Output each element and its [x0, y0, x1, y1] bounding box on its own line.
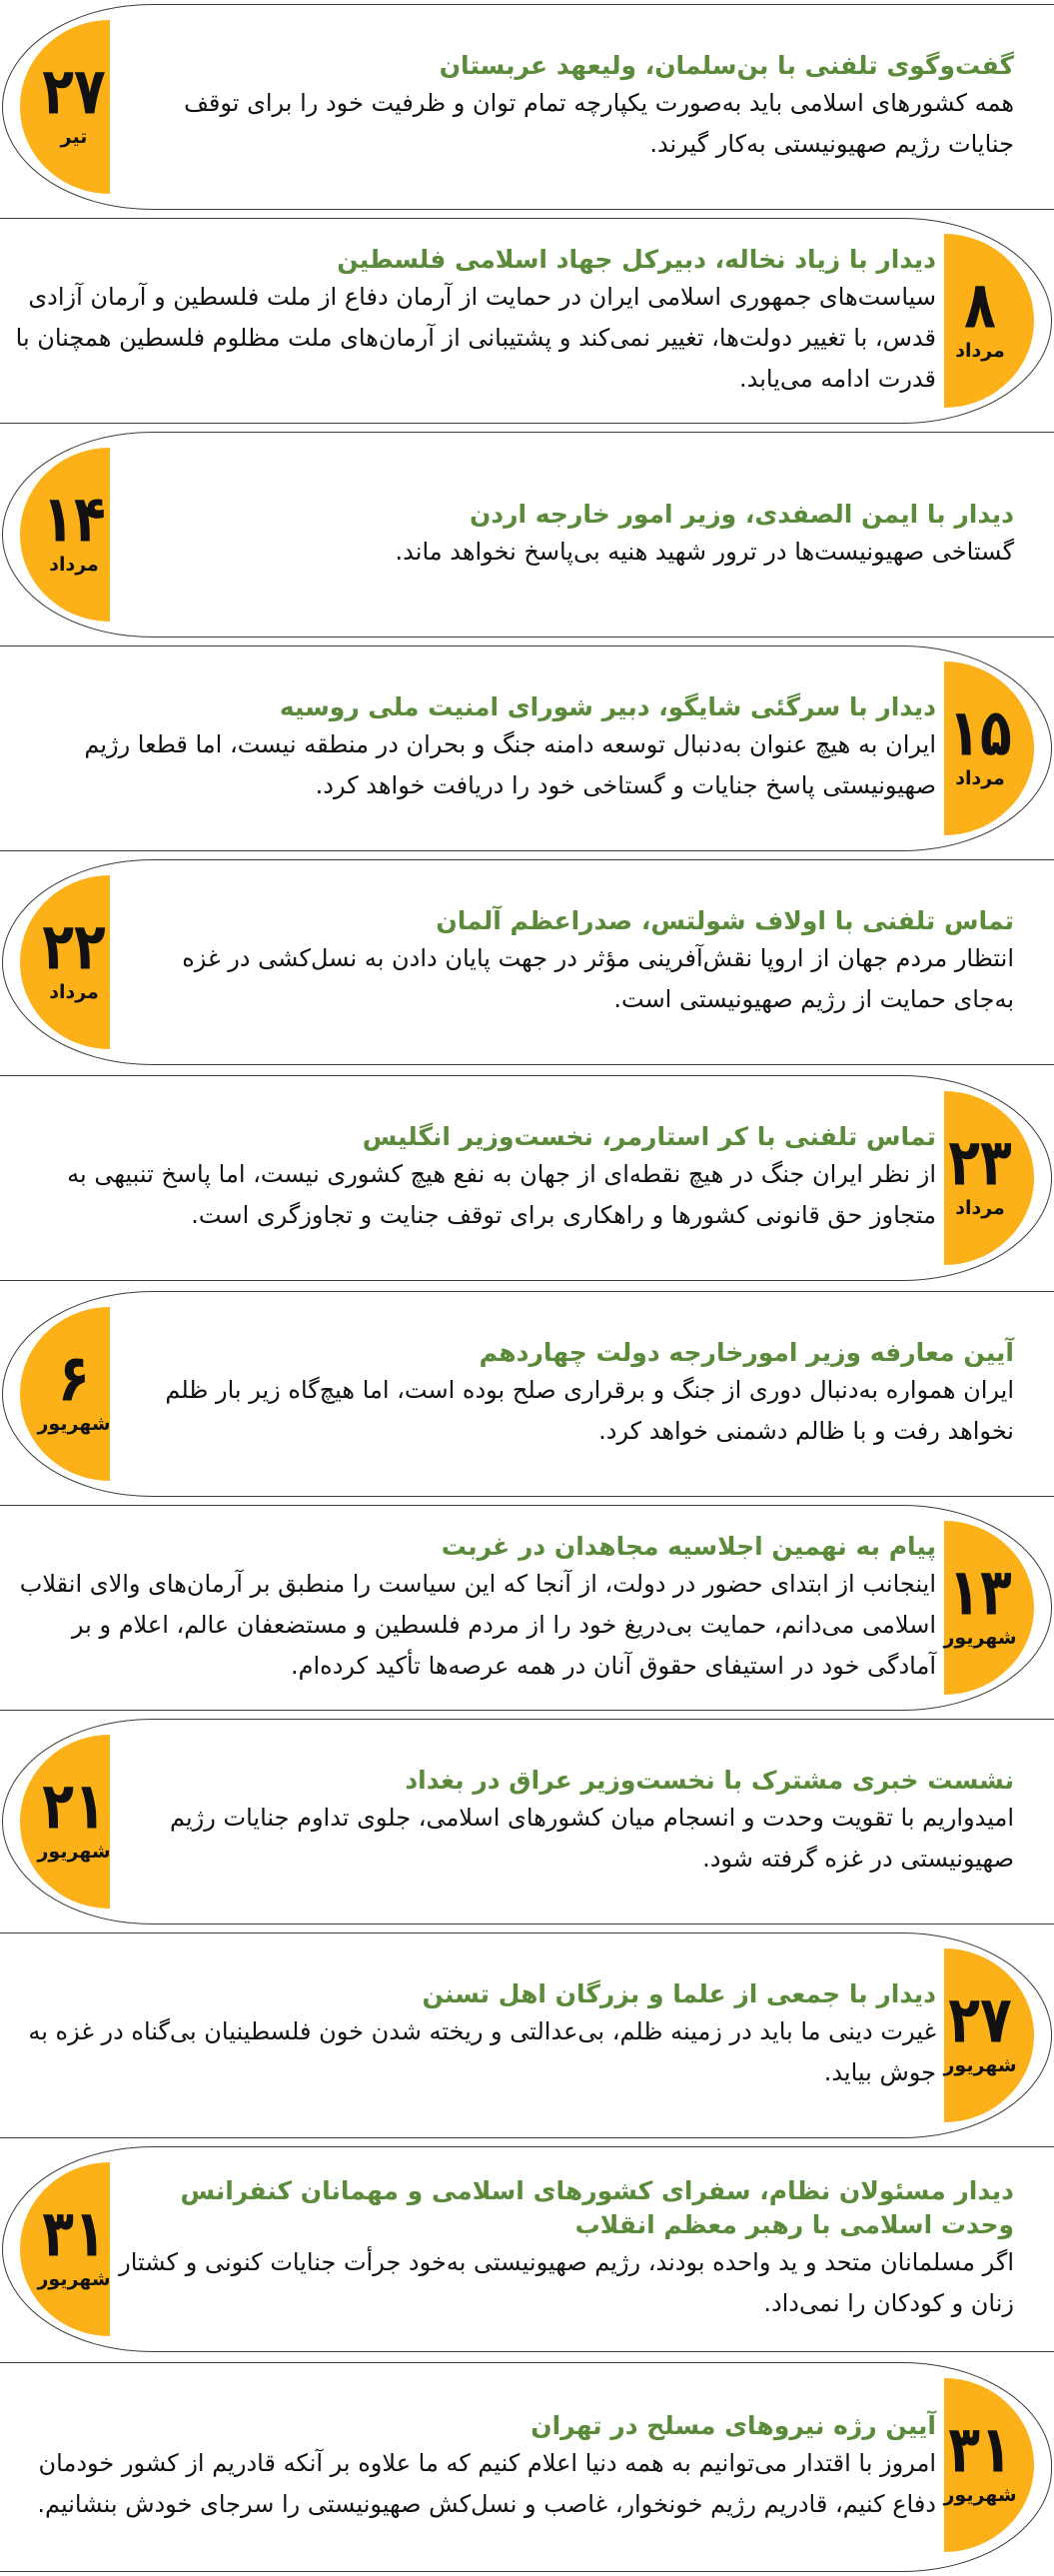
- timeline-item: [0, 1929, 1054, 2142]
- badge-month: شهریور: [943, 2054, 1017, 2076]
- item-quote: اگر مسلمانان متحد و ید واحده بودند، رژیم صهیونیستی به‌خود جرأت جنایات کنونی و کشتار زنان و کودکان را نمی‌داد.: [119, 2248, 1014, 2317]
- item-quote: اینجانب از ابتدای حضور در دولت، از آنجا که این سیاست را منطبق بر آرمان‌های والای انقلاب اسلامی می‌دانم، حمایت بی‌دریغ خود را از مردم فلسطین و مستضعفان عالم، اعلام و بر آمادگی خود در استیفای حقوق آنان در همه عرصه‌ها تأکید کرده‌ام.: [19, 1569, 936, 1680]
- item-title: آیین معارفه وزیر امورخارجه دولت چهاردهم: [479, 1338, 1014, 1367]
- item-quote: از نظر ایران جنگ در هیچ نقطه‌ای از جهان به نفع هیچ کشوری نیست، اما پاسخ تنبیهی به متجاوز حق قانونی کشورها و راهکاری برای توقف جنایت و تجاوزگری است.: [67, 1160, 936, 1229]
- item-title: دیدار با جمعی از علما و بزرگان اهل تسنن: [422, 1979, 936, 2008]
- badge-month: مرداد: [955, 340, 1005, 362]
- badge-month: تیر: [60, 126, 88, 148]
- item-title: نشست خبری مشترک با نخست‌وزیر عراق در بغداد: [405, 1766, 1014, 1795]
- badge-month: شهریور: [37, 1413, 111, 1435]
- badge-day: ۳۱: [948, 2412, 1012, 2488]
- item-title: تماس تلفنی با کر استارمر، نخست‌وزیر انگلیس: [362, 1122, 936, 1151]
- timeline-item: [0, 214, 1054, 428]
- badge-day: ۱۳: [948, 1555, 1012, 1631]
- badge-day: ۲۷: [42, 54, 106, 130]
- item-quote: ایران به هیچ عنوان به‌دنبال توسعه دامنه جنگ و بحران در منطقه نیست، اما قطعا رژیم صهیونیستی پاسخ جنایات و گستاخی خود را دریافت خواهد کرد.: [84, 730, 936, 799]
- badge-day: ۶: [58, 1341, 90, 1417]
- item-title: دیدار با سرگئی شایگو، دبیر شورای امنیت ملی روسیه: [279, 692, 936, 721]
- badge-month: مرداد: [955, 1197, 1005, 1219]
- item-title: دیدار با زیاد نخاله، دبیرکل جهاد اسلامی فلسطین: [337, 244, 936, 274]
- badge-day: ۳۱: [42, 2196, 106, 2272]
- badge-day: ۲۷: [948, 1982, 1012, 2058]
- timeline-item: [0, 1715, 1054, 1929]
- timeline-item: [0, 1287, 1054, 1501]
- badge-day: ۲۳: [948, 1125, 1012, 1201]
- badge-month: شهریور: [943, 2484, 1017, 2506]
- badge-month: مرداد: [955, 767, 1005, 789]
- badge-month: شهریور: [37, 2268, 111, 2290]
- badge-day: ۲۲: [42, 909, 106, 985]
- badge-day: ۱۴: [42, 482, 106, 558]
- item-title: گفت‌وگوی تلفنی با بن‌سلمان، ولیعهد عربستان: [439, 51, 1014, 80]
- badge-day: ۲۱: [42, 1769, 106, 1845]
- item-quote: ایران همواره به‌دنبال دوری از جنگ و برقراری صلح بوده است، اما هیچ‌گاه زیر بار ظلم نخواهد رفت و با ظالم دشمنی خواهد کرد.: [165, 1376, 1014, 1445]
- badge-day: ۸: [964, 268, 996, 344]
- timeline-item: [0, 1071, 1054, 1285]
- timeline-item: [0, 1501, 1054, 1715]
- timeline-item: [0, 428, 1054, 642]
- item-quote: امیدواریم با تقویت وحدت و انسجام میان کشورهای اسلامی، جلوی تداوم جنایات رژیم صهیونیستی در غزه گرفته شود.: [170, 1804, 1014, 1873]
- badge-month: شهریور: [37, 1841, 111, 1863]
- badge-month: مرداد: [49, 554, 99, 576]
- item-quote: غیرت دینی ما باید در زمینه ظلم، بی‌عدالتی و ریخته شدن خون فلسطینیان بی‌گناه در غزه به جوش بیاید.: [28, 2017, 936, 2086]
- item-quote: امروز با اقتدار می‌توانیم به همه دنیا اعلام کنیم که ما علاوه بر آنکه قادریم از کشور خودمان دفاع کنیم، قادریم رژیم خونخوار، غاصب و نسل‌کش صهیونیستی را سرجای خودش بنشانیم.: [37, 2449, 936, 2518]
- item-quote: همه کشورهای اسلامی باید به‌صورت یکپارچه تمام توان و ظرفیت خود را برای توقف جنایات رژیم صهیونیستی به‌کار گیرند.: [184, 89, 1014, 158]
- timeline-item: [0, 855, 1054, 1069]
- item-title: تماس تلفنی با اولاف شولتس، صدراعظم آلمان: [436, 906, 1014, 935]
- badge-month: مرداد: [49, 981, 99, 1003]
- item-quote: گستاخی صهیونیست‌ها در ترور شهید هنیه بی‌پاسخ نخواهد ماند.: [395, 537, 1014, 566]
- timeline-item: [0, 2142, 1054, 2356]
- timeline-item: [0, 642, 1054, 855]
- badge-day: ۱۵: [948, 695, 1012, 771]
- item-title: دیدار مسئولان نظام، سفرای کشورهای اسلامی و مهمانان کنفرانس وحدت اسلامی با رهبر معظم انقلاب: [180, 2176, 1014, 2239]
- item-quote: سیاست‌های جمهوری اسلامی ایران در حمایت از آرمان دفاع از ملت فلسطین و آرمان آزادی قدس، با تغییر دولت‌ها، تغییر نمی‌کند و پشتیبانی از آرمان‌های ملت مظلوم فلسطین همچنان با قدرت ادامه می‌یابد.: [15, 282, 936, 393]
- item-title: دیدار با ایمن الصفدی، وزیر امور خارجه اردن: [469, 499, 1014, 529]
- item-title: آیین رژه نیروهای مسلح در تهران: [530, 2411, 936, 2440]
- timeline-item: [0, 0, 1054, 214]
- item-title: پیام به نهمین اجلاسیه مجاهدان در غربت: [441, 1531, 936, 1561]
- badge-month: شهریور: [943, 1627, 1017, 1649]
- item-quote: انتظار مردم جهان از اروپا نقش‌آفرینی مؤثر در جهت پایان دادن به نسل‌کشی در غزه به‌جای حمایت از رژیم صهیونیستی است.: [182, 944, 1014, 1013]
- timeline-item: [0, 2358, 1054, 2576]
